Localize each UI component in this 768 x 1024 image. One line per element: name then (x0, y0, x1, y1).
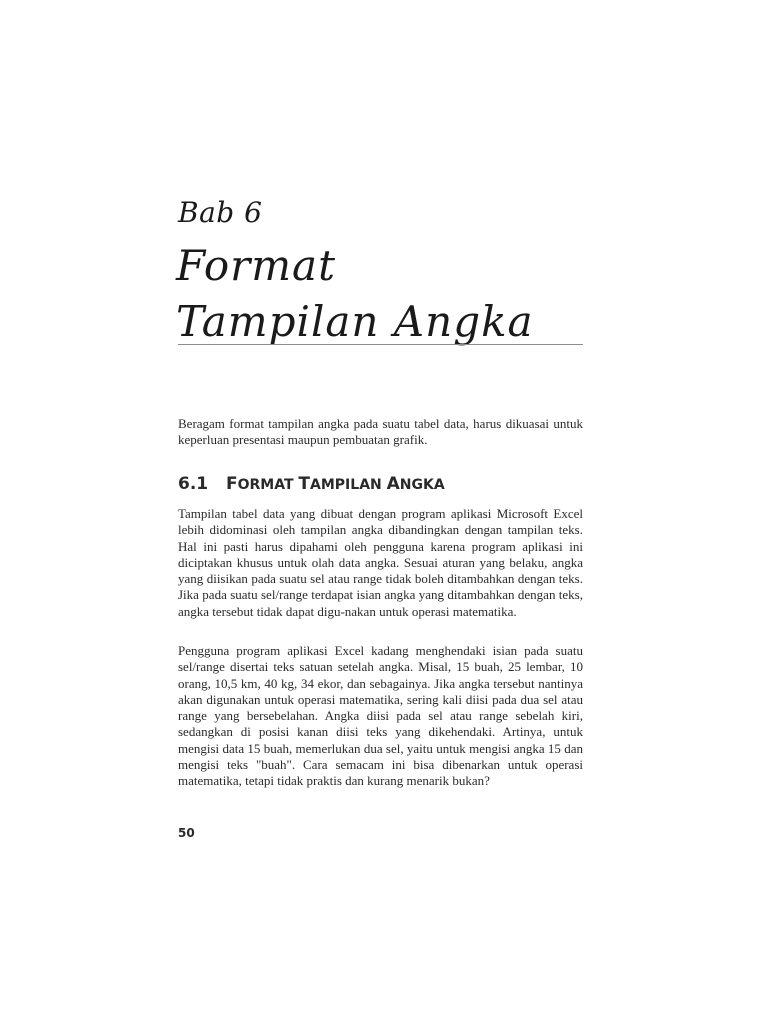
body-paragraph-1: Tampilan tabel data yang dibuat dengan program aplikasi Microsoft Excel lebih didominasi oleh tampilan angka dibandingkan dengan tampilan teks. Hal ini pasti harus dipahami oleh pengguna karena program aplikasi ini diciptakan khusus untuk olah data angka. Sesuai aturan yang belaku, angka yang diisikan pada suatu sel atau range tidak boleh ditambahkan dengan teks. Jika pada suatu sel/range terdapat isian angka yang ditambahkan dengan teks, angka tersebut tidak dapat digu-nakan untuk operasi matematika. (178, 506, 583, 619)
section-number: 6.1 (178, 474, 209, 494)
section-title: FORMAT TAMPILAN ANGKA (226, 474, 445, 494)
chapter-label: Bab 6 (178, 196, 263, 229)
section-heading (178, 474, 445, 494)
chapter-title-line-2: Tampilan Angka (176, 297, 534, 346)
chapter-intro: Beragam format tampilan angka pada suatu tabel data, harus dikuasai untuk keperluan presentasi maupun pembuatan grafik. (178, 416, 583, 448)
page-number: 50 (178, 826, 195, 840)
body-paragraph-2: Pengguna program aplikasi Excel kadang menghendaki isian pada suatu sel/range disertai teks satuan setelah angka. Misal, 15 buah, 25 lembar, 10 orang, 10,5 km, 40 kg, 34 ekor, dan sebagainya. Jika angka tersebut nantinya akan digunakan untuk operasi matematika, sering kali diisi pada dua sel atau range yang bersebelahan. Angka diisi pada sel atau range sebelah kiri, sedangkan di posisi kanan diisi teks yang dikehendaki. Artinya, untuk mengisi data 15 buah, memerlukan dua sel, yaitu untuk mengisi angka 15 dan mengisi teks "buah". Cara semacam ini bisa dibenarkan untuk operasi matematika, tetapi tidak praktis dan kurang menarik bukan? (178, 643, 583, 789)
title-divider (178, 344, 583, 345)
chapter-title (176, 238, 534, 350)
chapter-title-line-1: Format (176, 241, 336, 290)
